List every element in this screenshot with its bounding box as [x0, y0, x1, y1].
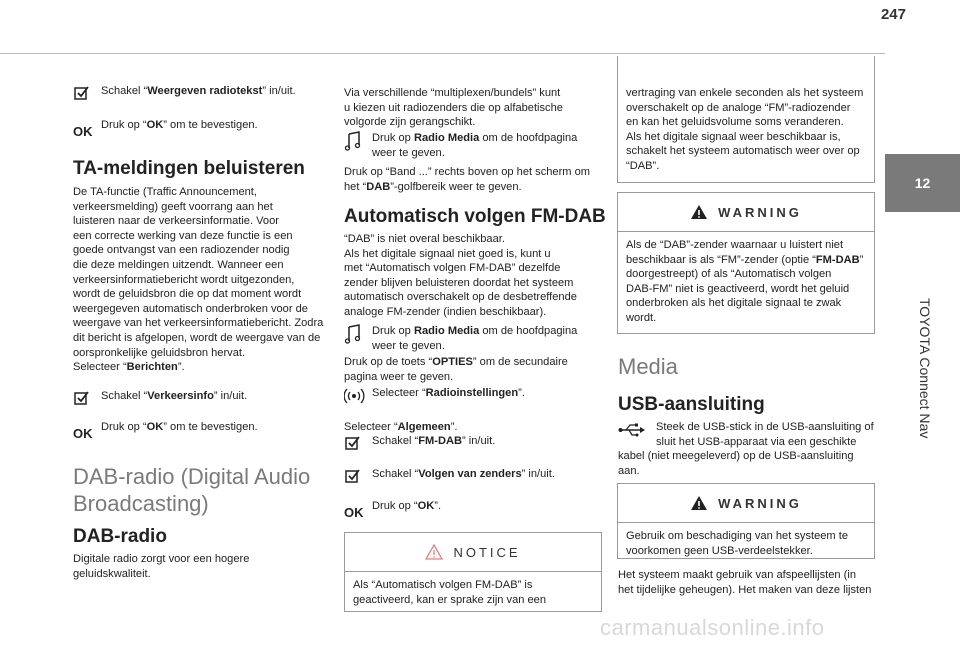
checkbox-icon	[344, 467, 372, 487]
warning-body: Als de “DAB”-zender waarnaar u luistert niet beschikbaar is als “FM”-zender (optie “FM-DAB” doorgestreept) of als “Automatisch volgen DAB-FM” niet is geactiveerd, wordt het geluid onderbroken als het digitale signaal te zwak wordt.	[626, 239, 864, 324]
radio-signal-icon	[344, 386, 372, 406]
page-number: 247	[880, 6, 906, 23]
step-ok-1: OK Druk op “OK” om te bevestigen.	[73, 118, 258, 144]
checkbox-icon	[344, 434, 372, 454]
chapter-tab[interactable]: 12	[885, 154, 960, 212]
step-fm-dab: Schakel “FM-DAB” in/uit.	[344, 434, 495, 454]
warning-triangle-icon	[425, 544, 443, 560]
ok-icon: OK	[344, 505, 364, 520]
notice-box	[344, 532, 602, 612]
music-note-icon	[344, 324, 372, 344]
usb-paragraph: Steek de USB-stick in de USB-aansluiting of sluit het USB-apparaat via een geschikte kabel (niet meegeleverd) op de USB-aansluiting aan.	[618, 421, 874, 477]
step-radioinstellingen: Selecteer “Radioinstellingen”.	[344, 386, 525, 406]
heading-usb: USB-aansluiting	[618, 394, 765, 415]
step-verkeersinfo: Schakel “Verkeersinfo” in/uit.	[73, 389, 247, 409]
step-radiotext: Schakel “Weergeven radiotekst” in/uit.	[73, 84, 296, 104]
warning-header: WARNING	[618, 193, 874, 232]
warning-triangle-icon	[690, 204, 708, 220]
step-volgen-zenders: Schakel “Volgen van zenders” in/uit.	[344, 467, 555, 487]
final-paragraph: Het systeem maakt gebruik van afspeellijsten (in het tijdelijke geheugen). Het maken van deze lijsten	[618, 569, 872, 596]
section-title-dab: DAB-radio (Digital Audio Broadcasting)	[73, 464, 311, 516]
ok-icon: OK	[73, 426, 93, 441]
chapter-title: TOYOTA Connect Nav	[917, 298, 933, 439]
header-rule	[0, 53, 885, 54]
heading-auto-fm-dab: Automatisch volgen FM-DAB	[344, 206, 606, 227]
warning-box-2	[617, 483, 875, 559]
intro-paragraph: Via verschillende “multiplexen/bundels” kunt u kiezen uit radiozenders die op alfabetische volgorde zijn gerangschikt.	[344, 87, 563, 129]
warning-body: Gebruik om beschadiging van het systeem te voorkomen geen USB-verdeelstekker.	[626, 530, 848, 557]
step-ok-3: OK Druk op “OK”.	[344, 499, 441, 525]
checkbox-icon	[73, 389, 101, 409]
notice-header: NOTICE	[345, 533, 601, 572]
continued-box: vertraging van enkele seconden als het systeem overschakelt op de analoge “FM”-radiozender en kan het geluidsvolume soms veranderen. Als het digitale signaal weer beschikbaar is, schakelt het systeem automatisch weer over op “DAB”.	[617, 56, 875, 183]
ta-paragraph: De TA-functie (Traffic Announcement, verkeersmelding) geeft voorrang aan het luisteren naar de verkeersinformatie. Voor een correcte werking van deze functie is een goede ontvangst van een radiozender nodig die deze meldingen uitzendt. Wanneer een verkeersinformatiebericht wordt uitgezonden, wordt de geluidsbron die op dat moment wordt weergegeven automatisch onderbroken voor de weergave van het verkeersinformatiebericht. Zodra dit bericht is afgelopen, wordt de weergave van de oorspronkelijke geluidsbron hervat. Selecteer “Berichten”.	[73, 186, 324, 374]
band-paragraph: Druk op “Band ...” rechts boven op het scherm om het “DAB”-golfbereik weer te geven.	[344, 166, 591, 193]
algemeen-line: Selecteer “Algemeen”.	[344, 421, 458, 433]
checkbox-icon	[73, 84, 101, 104]
section-title-media: Media	[618, 354, 678, 379]
watermark: carmanualsonline.info	[600, 615, 825, 640]
notice-body: Als “Automatisch volgen FM-DAB” is geactiveerd, kan er sprake zijn van een	[353, 579, 547, 606]
step-radio-media-1: Druk op Radio Media om de hoofdpagina weer te geven.	[344, 131, 577, 160]
options-paragraph: Druk op de toets “OPTIES” om de secundaire pagina weer te geven.	[344, 356, 568, 383]
step-ok-2: OK Druk op “OK” om te bevestigen.	[73, 420, 258, 446]
ok-icon: OK	[73, 124, 93, 139]
step-radio-media-2: Druk op Radio Media om de hoofdpagina weer te geven.	[344, 324, 577, 353]
warning-box-1	[617, 192, 875, 334]
heading-ta: TA-meldingen beluisteren	[73, 158, 305, 179]
warning-triangle-icon	[690, 495, 708, 511]
warning-header: WARNING	[618, 484, 874, 523]
heading-dab-radio: DAB-radio	[73, 526, 167, 547]
music-note-icon	[344, 131, 372, 151]
dab-paragraph: Digitale radio zorgt voor een hogere geluidskwaliteit.	[73, 553, 250, 580]
auto-paragraph: “DAB” is niet overal beschikbaar. Als het digitale signaal niet goed is, kunt u met “Automatisch volgen FM-DAB” dezelfde zender blijven beluisteren doordat het systeem automatisch overschakelt op de desbetreffende analoge FM-zender (indien beschikbaar).	[344, 233, 577, 318]
